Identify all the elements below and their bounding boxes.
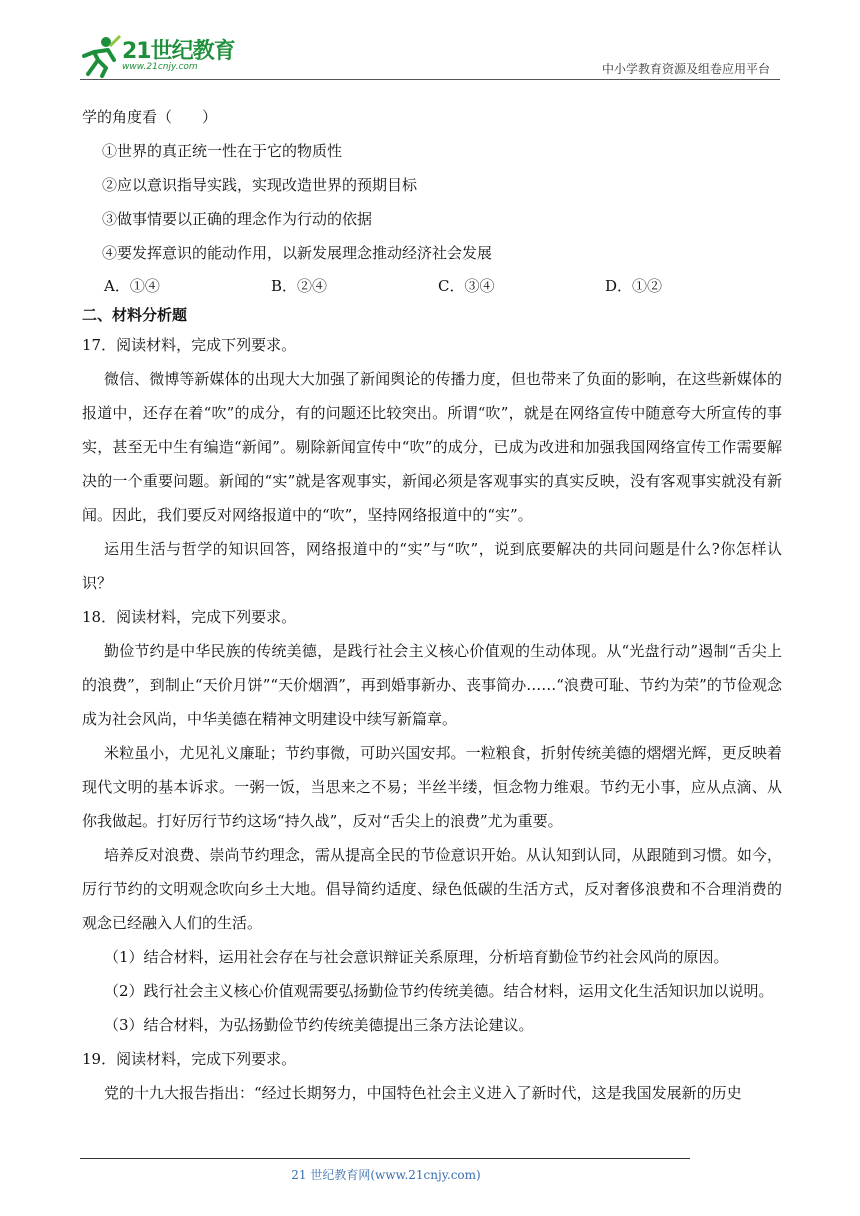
q16-item: ②应以意识指导实践，实现改造世界的预期目标 [102, 176, 418, 194]
logo-title: 21世纪教育 [122, 39, 235, 64]
q17-question: 运用生活与哲学的知识回答，网络报道中的“实”与“吹”，说到底要解决的共同问题是什么?你怎样认识？ [82, 540, 782, 592]
section-title: 二、材料分析题 [82, 306, 188, 324]
option-a: A．①④ [104, 277, 160, 295]
q16-stem-tail: 学的角度看（ ） [82, 108, 218, 126]
q18-sub2: （2）践行社会主义核心价值观需要弘扬勤俭节约传统美德。结合材料，运用文化生活知识加以说明。 [104, 982, 774, 1000]
logo [80, 34, 250, 78]
document-body [82, 100, 782, 1110]
page-footer: 21 世纪教育网(www.21cnjy.com) [291, 1168, 481, 1182]
q18-material-p2: 米粒虽小，尤见礼义廉耻；节约事微，可助兴国安邦。一粒粮食，折射传统美德的熠熠光辉，更反映着现代文明的基本诉求。一粥一饭，当思来之不易；半丝半缕，恒念物力维艰。节约无小事，应从点滴、从你我做起。打好厉行节约这场“持久战”，反对“舌尖上的浪费”尤为重要。 [82, 744, 782, 830]
option-c: C．③④ [438, 277, 495, 295]
runner-logo-icon [80, 34, 122, 78]
header-platform-text: 中小学教育资源及组卷应用平台 [601, 62, 770, 76]
page-header [80, 30, 780, 82]
header-divider [80, 79, 780, 80]
q19-stem: 19．阅读材料，完成下列要求。 [82, 1050, 297, 1068]
q18-sub1: （1）结合材料，运用社会存在与社会意识辩证关系原理，分析培育勤俭节约社会风尚的原因。 [104, 948, 729, 966]
q17-stem: 17．阅读材料，完成下列要求。 [82, 336, 297, 354]
option-b: B．②④ [271, 277, 328, 295]
q18-stem: 18．阅读材料，完成下列要求。 [82, 608, 297, 626]
q16-item: ③做事情要以正确的理念作为行动的依据 [102, 210, 373, 228]
q17-material: 微信、微博等新媒体的出现大大加强了新闻舆论的传播力度，但也带来了负面的影响，在这些新媒体的报道中，还存在着“吹”的成分，有的问题还比较突出。所谓“吹”，就是在网络宣传中随意夸大所宣传的事实，甚至无中生有编造“新闻”。剔除新闻宣传中“吹”的成分，已成为改进和加强我国网络宣传工作需要解决的一个重要问题。新闻的“实”就是客观事实，新闻必须是客观事实的真实反映，没有客观事实就没有新闻。因此，我们要反对网络报道中的“吹”，坚持网络报道中的“实”。 [82, 370, 782, 524]
q19-material-p1: 党的十九大报告指出：“经过长期努力，中国特色社会主义进入了新时代，这是我国发展新的历史 [104, 1084, 742, 1102]
q16-item: ①世界的真正统一性在于它的物质性 [102, 142, 343, 160]
q18-material-p1: 勤俭节约是中华民族的传统美德，是践行社会主义核心价值观的生动体现。从“光盘行动”遏制“舌尖上的浪费”，到制止“天价月饼”“天价烟酒”，再到婚事新办、丧事简办……“浪费可耻、节约为荣”的节俭观念成为社会风尚，中华美德在精神文明建设中续写新篇章。 [82, 642, 782, 728]
logo-url: www.21cnjy.com [122, 62, 198, 72]
q16-item: ④要发挥意识的能动作用，以新发展理念推动经济社会发展 [102, 244, 493, 262]
option-d: D．①② [605, 277, 663, 295]
q18-sub3: （3）结合材料，为弘扬勤俭节约传统美德提出三条方法论建议。 [104, 1016, 534, 1034]
q18-material-p3: 培养反对浪费、崇尚节约理念，需从提高全民的节俭意识开始。从认知到认同，从跟随到习惯。如今，厉行节约的文明观念吹向乡土大地。倡导简约适度、绿色低碳的生活方式，反对奢侈浪费和不合理消费的观念已经融入人们的生活。 [82, 846, 782, 932]
q16-options [82, 270, 782, 302]
footer-divider [80, 1158, 690, 1159]
